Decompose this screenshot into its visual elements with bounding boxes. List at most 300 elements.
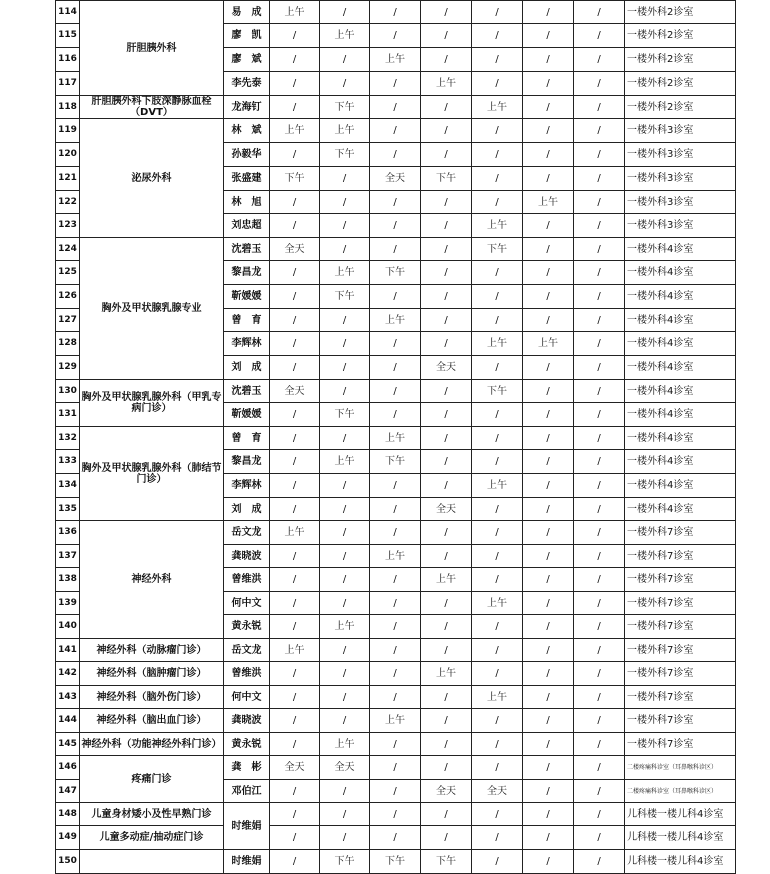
department-cell: 胸外及甲状腺乳腺外科（甲乳专病门诊） [80, 380, 224, 427]
table-row [56, 733, 736, 756]
doctor-name: 林 斌 [224, 119, 270, 143]
day-slot-7: / [574, 733, 625, 756]
day-slot-3: / [370, 756, 421, 780]
day-slot-1: / [270, 214, 320, 238]
day-slot-5: / [472, 119, 523, 143]
clinic-location: 二楼疼痛科诊室（耳鼻喉科诊区） [625, 780, 736, 803]
day-slot-1: / [270, 96, 320, 119]
day-slot-1: 全天 [270, 238, 320, 261]
table-row [56, 826, 736, 850]
day-slot-1: / [270, 686, 320, 709]
day-slot-7: / [574, 427, 625, 450]
clinic-location: 一楼外科2诊室 [625, 48, 736, 72]
department-cell: 儿童身材矮小及性早熟门诊 [80, 803, 224, 826]
day-slot-5: / [472, 356, 523, 380]
day-slot-2: / [320, 380, 370, 403]
clinic-location: 一楼外科3诊室 [625, 119, 736, 143]
doctor-name: 廖 凯 [224, 24, 270, 48]
day-slot-4: / [421, 826, 472, 850]
day-slot-7: / [574, 850, 625, 874]
clinic-location: 一楼外科2诊室 [625, 96, 736, 119]
day-slot-4: 上午 [421, 568, 472, 592]
day-slot-7: / [574, 592, 625, 615]
day-slot-1: 全天 [270, 380, 320, 403]
table-row [56, 521, 736, 545]
day-slot-2: 上午 [320, 261, 370, 285]
clinic-location: 二楼疼痛科诊室（耳鼻喉科诊区） [625, 756, 736, 780]
doctor-name: 曾 育 [224, 427, 270, 450]
row-number: 130 [56, 380, 80, 403]
doctor-name: 黎昌龙 [224, 450, 270, 474]
day-slot-1: / [270, 285, 320, 309]
day-slot-6: / [523, 709, 574, 733]
day-slot-3: / [370, 686, 421, 709]
day-slot-2: / [320, 803, 370, 826]
day-slot-4: 上午 [421, 662, 472, 686]
day-slot-1: / [270, 498, 320, 521]
clinic-location: 一楼外科4诊室 [625, 427, 736, 450]
doctor-name: 时维娟 [224, 850, 270, 874]
day-slot-2: / [320, 545, 370, 568]
doctor-name: 靳媛媛 [224, 403, 270, 427]
row-number: 142 [56, 662, 80, 686]
row-number: 124 [56, 238, 80, 261]
day-slot-7: / [574, 214, 625, 238]
day-slot-1: 上午 [270, 1, 320, 24]
day-slot-7: / [574, 521, 625, 545]
day-slot-3: / [370, 498, 421, 521]
day-slot-2: 上午 [320, 615, 370, 639]
row-number: 122 [56, 191, 80, 214]
clinic-location: 一楼外科2诊室 [625, 24, 736, 48]
doctor-name: 黄永锐 [224, 615, 270, 639]
doctor-name: 岳文龙 [224, 639, 270, 662]
day-slot-3: / [370, 662, 421, 686]
day-slot-2: / [320, 474, 370, 498]
day-slot-2: 上午 [320, 450, 370, 474]
table-row [56, 427, 736, 450]
day-slot-1: 全天 [270, 756, 320, 780]
day-slot-1: / [270, 143, 320, 167]
table-row [56, 709, 736, 733]
row-number: 126 [56, 285, 80, 309]
row-number: 137 [56, 545, 80, 568]
day-slot-1: 上午 [270, 521, 320, 545]
department-cell: 胸外及甲状腺乳腺专业 [80, 238, 224, 380]
department-cell: 儿童多动症/抽动症门诊 [80, 826, 224, 850]
day-slot-1: / [270, 48, 320, 72]
department-cell: 肝胆胰外科下肢深静脉血栓（DVT） [80, 96, 224, 119]
day-slot-6: / [523, 238, 574, 261]
day-slot-7: / [574, 332, 625, 356]
day-slot-6: / [523, 143, 574, 167]
day-slot-2: 上午 [320, 119, 370, 143]
doctor-name: 何中文 [224, 592, 270, 615]
day-slot-6: / [523, 119, 574, 143]
day-slot-7: / [574, 24, 625, 48]
day-slot-4: 全天 [421, 356, 472, 380]
day-slot-7: / [574, 756, 625, 780]
day-slot-4: / [421, 450, 472, 474]
day-slot-7: / [574, 380, 625, 403]
day-slot-7: / [574, 639, 625, 662]
day-slot-7: / [574, 72, 625, 96]
day-slot-4: / [421, 709, 472, 733]
day-slot-5: 上午 [472, 686, 523, 709]
day-slot-7: / [574, 403, 625, 427]
day-slot-5: / [472, 48, 523, 72]
day-slot-6: / [523, 1, 574, 24]
day-slot-3: / [370, 639, 421, 662]
schedule-body [56, 1, 736, 874]
day-slot-5: / [472, 450, 523, 474]
day-slot-4: / [421, 380, 472, 403]
day-slot-4: / [421, 48, 472, 72]
clinic-location: 一楼外科4诊室 [625, 309, 736, 332]
day-slot-5: / [472, 521, 523, 545]
day-slot-6: / [523, 639, 574, 662]
row-number: 117 [56, 72, 80, 96]
day-slot-7: / [574, 450, 625, 474]
day-slot-7: / [574, 780, 625, 803]
day-slot-5: / [472, 261, 523, 285]
clinic-location: 一楼外科4诊室 [625, 450, 736, 474]
day-slot-6: / [523, 780, 574, 803]
day-slot-5: 上午 [472, 214, 523, 238]
day-slot-4: / [421, 615, 472, 639]
day-slot-1: / [270, 191, 320, 214]
day-slot-1: 上午 [270, 639, 320, 662]
day-slot-6: / [523, 592, 574, 615]
day-slot-6: / [523, 380, 574, 403]
clinic-location: 一楼外科4诊室 [625, 285, 736, 309]
doctor-name: 孙毅华 [224, 143, 270, 167]
day-slot-5: / [472, 615, 523, 639]
department-cell: 泌尿外科 [80, 119, 224, 238]
row-number: 146 [56, 756, 80, 780]
day-slot-4: 下午 [421, 167, 472, 191]
table-row [56, 662, 736, 686]
department-cell: 胸外及甲状腺乳腺外科（肺结节门诊） [80, 427, 224, 521]
day-slot-7: / [574, 238, 625, 261]
table-row [56, 803, 736, 826]
day-slot-4: / [421, 214, 472, 238]
day-slot-6: / [523, 803, 574, 826]
day-slot-5: 下午 [472, 380, 523, 403]
doctor-name: 曾 育 [224, 309, 270, 332]
row-number: 145 [56, 733, 80, 756]
day-slot-2: 上午 [320, 24, 370, 48]
day-slot-7: / [574, 498, 625, 521]
doctor-name: 龙海钉 [224, 96, 270, 119]
doctor-name: 林 旭 [224, 191, 270, 214]
day-slot-3: / [370, 356, 421, 380]
day-slot-2: / [320, 521, 370, 545]
day-slot-1: / [270, 615, 320, 639]
clinic-location: 一楼外科4诊室 [625, 474, 736, 498]
day-slot-2: / [320, 356, 370, 380]
day-slot-2: / [320, 72, 370, 96]
day-slot-7: / [574, 309, 625, 332]
day-slot-5: / [472, 545, 523, 568]
day-slot-2: / [320, 238, 370, 261]
day-slot-1: / [270, 568, 320, 592]
day-slot-3: 下午 [370, 450, 421, 474]
day-slot-3: / [370, 403, 421, 427]
row-number: 150 [56, 850, 80, 874]
day-slot-3: 上午 [370, 48, 421, 72]
row-number: 143 [56, 686, 80, 709]
day-slot-7: / [574, 686, 625, 709]
day-slot-5: / [472, 285, 523, 309]
doctor-name: 刘 成 [224, 356, 270, 380]
clinic-location: 一楼外科2诊室 [625, 72, 736, 96]
day-slot-7: / [574, 143, 625, 167]
row-number: 133 [56, 450, 80, 474]
day-slot-4: / [421, 639, 472, 662]
day-slot-5: / [472, 709, 523, 733]
day-slot-4: 下午 [421, 850, 472, 874]
doctor-name: 龚晓波 [224, 709, 270, 733]
day-slot-5: 上午 [472, 96, 523, 119]
day-slot-3: 全天 [370, 167, 421, 191]
day-slot-7: / [574, 119, 625, 143]
row-number: 125 [56, 261, 80, 285]
day-slot-2: / [320, 1, 370, 24]
day-slot-7: / [574, 1, 625, 24]
day-slot-4: / [421, 191, 472, 214]
day-slot-7: / [574, 474, 625, 498]
day-slot-4: / [421, 238, 472, 261]
day-slot-3: / [370, 780, 421, 803]
clinic-location: 一楼外科2诊室 [625, 1, 736, 24]
table-row [56, 96, 736, 119]
day-slot-6: / [523, 285, 574, 309]
row-number: 131 [56, 403, 80, 427]
day-slot-5: / [472, 309, 523, 332]
day-slot-4: / [421, 143, 472, 167]
doctor-name: 曾维洪 [224, 662, 270, 686]
day-slot-1: / [270, 403, 320, 427]
clinic-location: 一楼外科4诊室 [625, 498, 736, 521]
day-slot-3: 上午 [370, 545, 421, 568]
row-number: 135 [56, 498, 80, 521]
department-cell: 神经外科（脑肿瘤门诊） [80, 662, 224, 686]
day-slot-6: / [523, 521, 574, 545]
row-number: 136 [56, 521, 80, 545]
day-slot-3: / [370, 72, 421, 96]
day-slot-7: / [574, 261, 625, 285]
day-slot-2: / [320, 709, 370, 733]
day-slot-6: / [523, 261, 574, 285]
clinic-location: 儿科楼一楼儿科4诊室 [625, 826, 736, 850]
day-slot-2: / [320, 191, 370, 214]
day-slot-2: / [320, 686, 370, 709]
day-slot-6: / [523, 403, 574, 427]
day-slot-3: / [370, 332, 421, 356]
clinic-location: 一楼外科7诊室 [625, 521, 736, 545]
day-slot-4: / [421, 545, 472, 568]
row-number: 128 [56, 332, 80, 356]
day-slot-2: / [320, 639, 370, 662]
day-slot-4: / [421, 24, 472, 48]
day-slot-2: / [320, 662, 370, 686]
day-slot-5: 全天 [472, 780, 523, 803]
day-slot-4: / [421, 803, 472, 826]
day-slot-1: / [270, 592, 320, 615]
day-slot-4: / [421, 403, 472, 427]
day-slot-7: / [574, 96, 625, 119]
row-number: 134 [56, 474, 80, 498]
clinic-location: 一楼外科7诊室 [625, 662, 736, 686]
clinic-schedule-table [55, 0, 736, 874]
doctor-name: 黎昌龙 [224, 261, 270, 285]
doctor-name: 何中文 [224, 686, 270, 709]
clinic-location: 一楼外科3诊室 [625, 167, 736, 191]
day-slot-7: / [574, 191, 625, 214]
day-slot-2: 全天 [320, 756, 370, 780]
day-slot-4: / [421, 592, 472, 615]
day-slot-3: / [370, 615, 421, 639]
doctor-name: 李先泰 [224, 72, 270, 96]
doctor-name: 龚晓波 [224, 545, 270, 568]
day-slot-3: / [370, 96, 421, 119]
row-number: 138 [56, 568, 80, 592]
doctor-name: 岳文龙 [224, 521, 270, 545]
day-slot-2: / [320, 568, 370, 592]
department-cell: 神经外科（动脉瘤门诊） [80, 639, 224, 662]
day-slot-6: / [523, 568, 574, 592]
row-number: 139 [56, 592, 80, 615]
department-cell: 神经外科（脑出血门诊） [80, 709, 224, 733]
doctor-name: 沈碧玉 [224, 238, 270, 261]
day-slot-3: / [370, 1, 421, 24]
clinic-location: 一楼外科7诊室 [625, 733, 736, 756]
day-slot-1: / [270, 24, 320, 48]
doctor-name: 靳媛媛 [224, 285, 270, 309]
day-slot-6: / [523, 72, 574, 96]
day-slot-6: / [523, 686, 574, 709]
table-row [56, 1, 736, 24]
table-row [56, 380, 736, 403]
day-slot-6: / [523, 427, 574, 450]
day-slot-1: 下午 [270, 167, 320, 191]
day-slot-4: / [421, 733, 472, 756]
day-slot-4: / [421, 427, 472, 450]
day-slot-1: / [270, 474, 320, 498]
day-slot-7: / [574, 709, 625, 733]
day-slot-1: / [270, 780, 320, 803]
day-slot-2: / [320, 427, 370, 450]
day-slot-6: / [523, 498, 574, 521]
day-slot-6: / [523, 474, 574, 498]
day-slot-6: / [523, 96, 574, 119]
day-slot-1: / [270, 72, 320, 96]
row-number: 141 [56, 639, 80, 662]
row-number: 123 [56, 214, 80, 238]
day-slot-5: 上午 [472, 474, 523, 498]
row-number: 127 [56, 309, 80, 332]
day-slot-1: / [270, 545, 320, 568]
day-slot-5: 上午 [472, 592, 523, 615]
day-slot-2: / [320, 48, 370, 72]
doctor-name: 易 成 [224, 1, 270, 24]
doctor-name: 张盛建 [224, 167, 270, 191]
clinic-location: 一楼外科4诊室 [625, 332, 736, 356]
clinic-location: 一楼外科7诊室 [625, 615, 736, 639]
doctor-name: 刘忠超 [224, 214, 270, 238]
day-slot-4: / [421, 756, 472, 780]
row-number: 149 [56, 826, 80, 850]
day-slot-6: / [523, 756, 574, 780]
day-slot-1: 上午 [270, 119, 320, 143]
day-slot-6: / [523, 450, 574, 474]
day-slot-5: / [472, 24, 523, 48]
table-row [56, 686, 736, 709]
day-slot-5: / [472, 1, 523, 24]
row-number: 132 [56, 427, 80, 450]
clinic-location: 一楼外科7诊室 [625, 568, 736, 592]
day-slot-2: / [320, 214, 370, 238]
doctor-name: 邓伯江 [224, 780, 270, 803]
row-number: 115 [56, 24, 80, 48]
day-slot-2: / [320, 826, 370, 850]
day-slot-2: 下午 [320, 285, 370, 309]
day-slot-7: / [574, 615, 625, 639]
day-slot-4: / [421, 261, 472, 285]
table-row [56, 238, 736, 261]
day-slot-3: / [370, 143, 421, 167]
day-slot-4: / [421, 309, 472, 332]
day-slot-6: / [523, 545, 574, 568]
day-slot-1: / [270, 332, 320, 356]
doctor-name: 黄永锐 [224, 733, 270, 756]
day-slot-1: / [270, 427, 320, 450]
day-slot-4: / [421, 686, 472, 709]
department-cell: 神经外科（脑外伤门诊） [80, 686, 224, 709]
day-slot-1: / [270, 450, 320, 474]
day-slot-4: / [421, 96, 472, 119]
day-slot-1: / [270, 733, 320, 756]
day-slot-1: / [270, 826, 320, 850]
table-row [56, 756, 736, 780]
day-slot-4: / [421, 285, 472, 309]
day-slot-1: / [270, 850, 320, 874]
day-slot-3: 上午 [370, 709, 421, 733]
day-slot-6: / [523, 24, 574, 48]
row-number: 119 [56, 119, 80, 143]
day-slot-4: 全天 [421, 498, 472, 521]
day-slot-6: 上午 [523, 332, 574, 356]
doctor-name: 沈碧玉 [224, 380, 270, 403]
doctor-name: 时维娟 [224, 803, 270, 850]
day-slot-7: / [574, 356, 625, 380]
doctor-name: 曾维洪 [224, 568, 270, 592]
clinic-location: 一楼外科7诊室 [625, 592, 736, 615]
doctor-name: 李辉林 [224, 474, 270, 498]
clinic-location: 儿科楼一楼儿科4诊室 [625, 803, 736, 826]
table-row [56, 119, 736, 143]
day-slot-7: / [574, 48, 625, 72]
row-number: 114 [56, 1, 80, 24]
day-slot-1: / [270, 709, 320, 733]
row-number: 144 [56, 709, 80, 733]
day-slot-6: 上午 [523, 191, 574, 214]
day-slot-7: / [574, 568, 625, 592]
day-slot-4: / [421, 521, 472, 545]
day-slot-5: / [472, 662, 523, 686]
row-number: 116 [56, 48, 80, 72]
